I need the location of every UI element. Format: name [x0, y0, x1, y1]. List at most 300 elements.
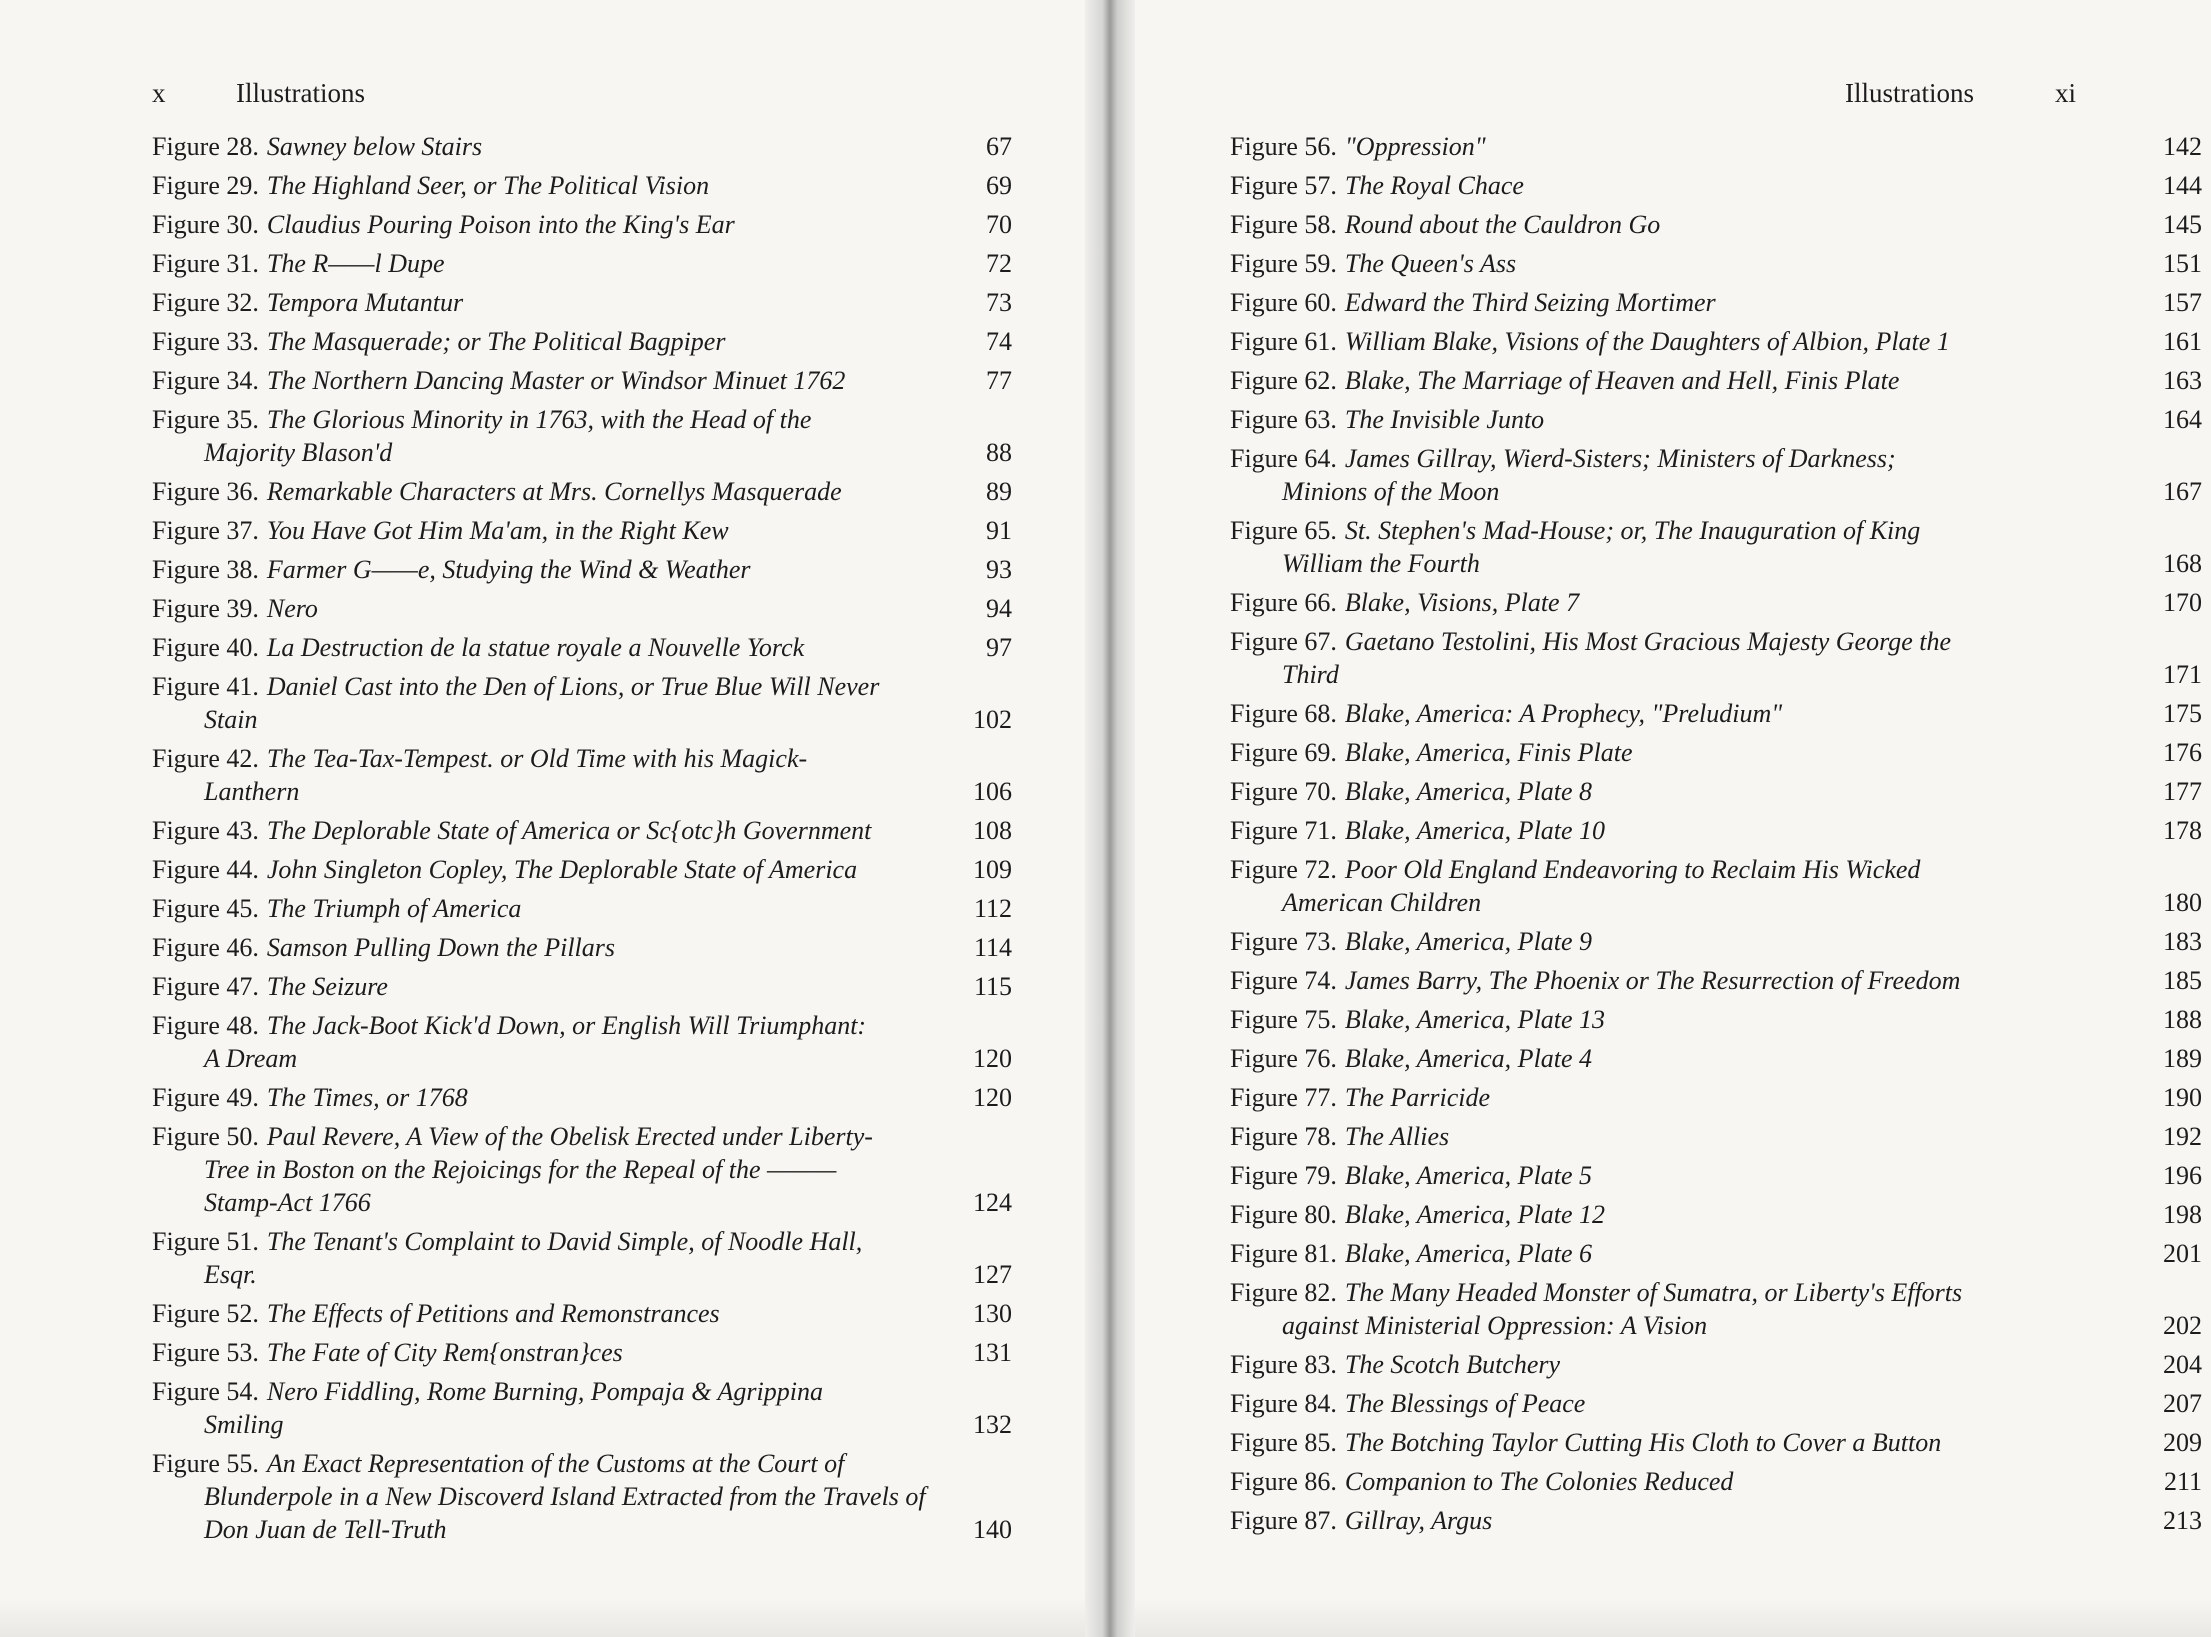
figure-entry [1230, 1003, 2202, 1036]
figure-entry [1230, 697, 2202, 730]
running-head-left: Illustrations [236, 78, 365, 108]
figure-title: Nero [266, 594, 318, 623]
right-page [1120, 0, 2211, 1637]
page-edge-shadow [0, 1597, 1100, 1637]
figure-label: Figure 55. [152, 1449, 259, 1478]
figure-label: Figure 33. [152, 327, 259, 356]
entry-line [1230, 169, 2202, 202]
entry-line [1230, 1309, 2202, 1342]
figure-label: Figure 83. [1230, 1350, 1337, 1379]
figure-label: Figure 46. [152, 933, 259, 962]
entry-line [1230, 1042, 2202, 1075]
figure-label: Figure 52. [152, 1299, 259, 1328]
figure-label: Figure 31. [152, 249, 259, 278]
entry-line [152, 853, 1012, 886]
figure-label: Figure 35. [152, 405, 259, 434]
entry-line [152, 1297, 1012, 1330]
figure-entry [152, 325, 1012, 358]
figure-entry [152, 892, 1012, 925]
figure-title: The Botching Taylor Cutting His Cloth to Cover a Button [1344, 1428, 1942, 1457]
figure-page-number: 93 [986, 555, 1012, 584]
entry-line [152, 814, 1012, 847]
figure-entry [1230, 514, 2202, 580]
page-number-left: x [152, 78, 166, 108]
figure-page-number: 192 [2163, 1122, 2202, 1151]
figure-entry [152, 970, 1012, 1003]
figure-page-number: 167 [2163, 477, 2202, 506]
figure-label: Figure 62. [1230, 366, 1337, 395]
entry-line [1230, 586, 2202, 619]
figure-entry [1230, 775, 2202, 808]
figure-title: Tree in Boston on the Rejoicings for the Repeal of the ——— [204, 1155, 837, 1184]
entry-line [1230, 1159, 2202, 1192]
figure-entry [1230, 130, 2202, 163]
figure-page-number: 161 [2163, 327, 2202, 356]
figure-entry [152, 475, 1012, 508]
entry-line [152, 364, 1012, 397]
figure-entry [1230, 1237, 2202, 1270]
figure-page-number: 132 [973, 1410, 1012, 1439]
entry-line [1230, 403, 2202, 436]
entry-line [1230, 325, 2202, 358]
figure-title: Companion to The Colonies Reduced [1344, 1467, 1734, 1496]
figure-title: The Jack-Boot Kick'd Down, or English Will Triumphant: [266, 1011, 867, 1040]
figure-entry [1230, 442, 2202, 508]
figure-label: Figure 85. [1230, 1428, 1337, 1457]
figure-label: Figure 34. [152, 366, 259, 395]
figure-label: Figure 48. [152, 1011, 259, 1040]
figure-entry [1230, 853, 2202, 919]
figure-entry [1230, 403, 2202, 436]
figure-page-number: 213 [2163, 1506, 2202, 1535]
figure-label: Figure 72. [1230, 855, 1337, 884]
figure-page-number: 73 [986, 288, 1012, 317]
entry-line [152, 1153, 1012, 1186]
figure-page-number: 91 [986, 516, 1012, 545]
figure-label: Figure 30. [152, 210, 259, 239]
figure-label: Figure 60. [1230, 288, 1337, 317]
figure-page-number: 109 [973, 855, 1012, 884]
figure-page-number: 180 [2163, 888, 2202, 917]
figure-entry [1230, 814, 2202, 847]
figure-title: James Gillray, Wierd-Sisters; Ministers of Darkness; [1344, 444, 1896, 473]
entry-line [152, 1225, 1012, 1258]
figure-page-number: 131 [973, 1338, 1012, 1367]
entry-line [152, 514, 1012, 547]
figure-page-number: 70 [986, 210, 1012, 239]
figure-entry [1230, 286, 2202, 319]
entry-line [152, 1258, 1012, 1291]
figure-entry [1230, 1426, 2202, 1459]
figure-title: Blake, America, Plate 10 [1344, 816, 1606, 845]
figure-label: Figure 44. [152, 855, 259, 884]
figure-entry [1230, 1348, 2202, 1381]
figure-page-number: 202 [2163, 1311, 2202, 1340]
figure-label: Figure 64. [1230, 444, 1337, 473]
figure-entry [1230, 1159, 2202, 1192]
figure-title: Round about the Cauldron Go [1344, 210, 1661, 239]
figure-page-number: 94 [986, 594, 1012, 623]
figure-page-number: 130 [973, 1299, 1012, 1328]
figure-entry [1230, 964, 2202, 997]
page-edge-shadow [1120, 1597, 2211, 1637]
figure-entry [1230, 1042, 2202, 1075]
entry-line [152, 475, 1012, 508]
figure-label: Figure 63. [1230, 405, 1337, 434]
figure-page-number: 170 [2163, 588, 2202, 617]
figure-page-number: 72 [986, 249, 1012, 278]
figure-label: Figure 67. [1230, 627, 1337, 656]
figure-entry [152, 1009, 1012, 1075]
figure-page-number: 120 [973, 1083, 1012, 1112]
figure-page-number: 145 [2163, 210, 2202, 239]
figure-entry [152, 931, 1012, 964]
figure-page-number: 183 [2163, 927, 2202, 956]
entry-line [152, 1375, 1012, 1408]
figure-label: Figure 40. [152, 633, 259, 662]
entry-line [152, 403, 1012, 436]
entry-line [1230, 130, 2202, 163]
figure-title: James Barry, The Phoenix or The Resurrection of Freedom [1344, 966, 1961, 995]
figure-title: The Many Headed Monster of Sumatra, or Liberty's Efforts [1344, 1278, 1963, 1307]
figure-title: Blake, America, Finis Plate [1344, 738, 1633, 767]
figure-title: John Singleton Copley, The Deplorable State of America [266, 855, 858, 884]
figure-entry [152, 286, 1012, 319]
figure-entry [1230, 1387, 2202, 1420]
entry-line [152, 703, 1012, 736]
figure-page-number: 74 [986, 327, 1012, 356]
entry-line [152, 436, 1012, 469]
figure-entry [152, 631, 1012, 664]
figure-label: Figure 42. [152, 744, 259, 773]
entry-line [1230, 814, 2202, 847]
figure-entry [152, 814, 1012, 847]
figure-label: Figure 36. [152, 477, 259, 506]
figure-label: Figure 82. [1230, 1278, 1337, 1307]
figure-title: Smiling [204, 1410, 284, 1439]
figure-label: Figure 77. [1230, 1083, 1337, 1112]
figure-entry [152, 1447, 1012, 1546]
figure-title: Esqr. [204, 1260, 257, 1289]
figure-title: Gillray, Argus [1344, 1506, 1493, 1535]
figure-page-number: 77 [986, 366, 1012, 395]
figure-title: Stamp-Act 1766 [204, 1188, 371, 1217]
figure-page-number: 124 [973, 1188, 1012, 1217]
figure-title: Blake, America, Plate 4 [1344, 1044, 1593, 1073]
figure-entry [1230, 208, 2202, 241]
entry-line [152, 592, 1012, 625]
entry-line [1230, 964, 2202, 997]
figure-title: The Seizure [266, 972, 388, 1001]
entry-line [152, 130, 1012, 163]
figure-label: Figure 73. [1230, 927, 1337, 956]
figure-page-number: 102 [973, 705, 1012, 734]
entry-line [152, 1480, 1012, 1513]
figure-label: Figure 81. [1230, 1239, 1337, 1268]
figure-label: Figure 74. [1230, 966, 1337, 995]
entry-line [152, 631, 1012, 664]
figure-label: Figure 59. [1230, 249, 1337, 278]
entry-line [1230, 658, 2202, 691]
figure-title: La Destruction de la statue royale a Nouvelle Yorck [266, 633, 805, 662]
entry-line [152, 286, 1012, 319]
figure-page-number: 112 [973, 894, 1012, 923]
figure-title: Blake, America, Plate 5 [1344, 1161, 1593, 1190]
figure-title: Sawney below Stairs [266, 132, 483, 161]
entry-line [152, 931, 1012, 964]
entry-line [152, 1186, 1012, 1219]
figure-title: Don Juan de Tell-Truth [204, 1515, 447, 1544]
figure-title: An Exact Representation of the Customs at the Court of [266, 1449, 845, 1478]
entry-line [1230, 1081, 2202, 1114]
entry-line [152, 208, 1012, 241]
figure-title: The Tenant's Complaint to David Simple, of Noodle Hall, [266, 1227, 863, 1256]
entry-line [1230, 697, 2202, 730]
figure-label: Figure 29. [152, 171, 259, 200]
entry-line [1230, 1504, 2202, 1537]
figure-entry [1230, 736, 2202, 769]
figure-entry [152, 130, 1012, 163]
left-page [0, 0, 1100, 1637]
figure-entry [1230, 1120, 2202, 1153]
figure-title: A Dream [204, 1044, 298, 1073]
figure-title: Lanthern [204, 777, 300, 806]
figure-title: Blake, America, Plate 6 [1344, 1239, 1593, 1268]
entry-line [1230, 1198, 2202, 1231]
figure-title: The Parricide [1344, 1083, 1491, 1112]
figure-entry [152, 853, 1012, 886]
entry-line [1230, 1120, 2202, 1153]
figure-title: Daniel Cast into the Den of Lions, or True Blue Will Never [266, 672, 880, 701]
figure-label: Figure 39. [152, 594, 259, 623]
figure-label: Figure 71. [1230, 816, 1337, 845]
figure-page-number: 190 [2163, 1083, 2202, 1112]
entry-line [1230, 514, 2202, 547]
figure-title: The Royal Chace [1344, 171, 1524, 200]
figure-label: Figure 43. [152, 816, 259, 845]
entry-line [152, 1081, 1012, 1114]
figure-label: Figure 86. [1230, 1467, 1337, 1496]
figure-title: The Scotch Butchery [1344, 1350, 1561, 1379]
figure-title: Blake, The Marriage of Heaven and Hell, Finis Plate [1344, 366, 1900, 395]
figure-label: Figure 50. [152, 1122, 259, 1151]
entry-line [152, 892, 1012, 925]
figure-entry [1230, 1504, 2202, 1537]
figure-title: Blake, Visions, Plate 7 [1344, 588, 1580, 617]
figure-entry [152, 1297, 1012, 1330]
entry-line [152, 742, 1012, 775]
entry-line [152, 1120, 1012, 1153]
figure-page-number: 120 [973, 1044, 1012, 1073]
figure-entry [152, 1120, 1012, 1219]
entry-line [1230, 364, 2202, 397]
figure-page-number: 157 [2163, 288, 2202, 317]
figure-entry [152, 1375, 1012, 1441]
figure-entry [1230, 247, 2202, 280]
figure-page-number: 164 [2163, 405, 2202, 434]
figure-page-number: 89 [986, 477, 1012, 506]
figure-page-number: 151 [2163, 249, 2202, 278]
entry-line [1230, 853, 2202, 886]
figure-label: Figure 68. [1230, 699, 1337, 728]
figure-title: Blunderpole in a New Discoverd Island Extracted from the Travels of [204, 1482, 926, 1511]
figure-label: Figure 38. [152, 555, 259, 584]
figure-entry [152, 169, 1012, 202]
entry-line [1230, 1426, 2202, 1459]
figure-entry [152, 1081, 1012, 1114]
figure-entry [152, 208, 1012, 241]
entry-line [1230, 247, 2202, 280]
figure-title: Minions of the Moon [1282, 477, 1500, 506]
entry-line [152, 1336, 1012, 1369]
figure-title: St. Stephen's Mad-House; or, The Inauguration of King [1344, 516, 1921, 545]
figure-entry [152, 403, 1012, 469]
figure-page-number: 175 [2163, 699, 2202, 728]
figure-title: The Fate of City Rem{onstran}ces [266, 1338, 623, 1367]
entry-line [152, 247, 1012, 280]
entry-line [1230, 475, 2202, 508]
figure-page-number: 196 [2163, 1161, 2202, 1190]
figure-title: The R——l Dupe [266, 249, 445, 278]
figure-entry [152, 1225, 1012, 1291]
figure-page-number: 188 [2163, 1005, 2202, 1034]
figure-entry [1230, 1198, 2202, 1231]
page-number-right: xi [2055, 78, 2077, 108]
figure-label: Figure 32. [152, 288, 259, 317]
figure-entry [1230, 586, 2202, 619]
figure-page-number: 67 [986, 132, 1012, 161]
figure-page-number: 178 [2163, 816, 2202, 845]
figure-title: The Effects of Petitions and Remonstrances [266, 1299, 720, 1328]
figure-page-number: 177 [2163, 777, 2202, 806]
figure-entry [152, 742, 1012, 808]
entry-line [1230, 925, 2202, 958]
entry-line [152, 1408, 1012, 1441]
figure-label: Figure 41. [152, 672, 259, 701]
figure-title: The Blessings of Peace [1344, 1389, 1586, 1418]
figure-page-number: 211 [2163, 1467, 2202, 1496]
figure-page-number: 114 [973, 933, 1012, 962]
entry-line [1230, 1237, 2202, 1270]
figure-list-left [152, 130, 1012, 1552]
entry-line [1230, 775, 2202, 808]
figure-title: The Northern Dancing Master or Windsor Minuet 1762 [266, 366, 846, 395]
entry-line [1230, 547, 2202, 580]
entry-line [1230, 1276, 2202, 1309]
figure-title: The Glorious Minority in 1763, with the Head of the [266, 405, 812, 434]
figure-title: Blake, America, Plate 9 [1344, 927, 1593, 956]
figure-label: Figure 65. [1230, 516, 1337, 545]
figure-title: The Invisible Junto [1344, 405, 1545, 434]
figure-title: Tempora Mutantur [266, 288, 464, 317]
figure-entry [1230, 325, 2202, 358]
entry-line [152, 670, 1012, 703]
figure-page-number: 201 [2163, 1239, 2202, 1268]
figure-page-number: 171 [2163, 660, 2202, 689]
figure-entry [1230, 169, 2202, 202]
figure-title: Remarkable Characters at Mrs. Cornellys Masquerade [266, 477, 842, 506]
figure-page-number: 207 [2163, 1389, 2202, 1418]
figure-label: Figure 76. [1230, 1044, 1337, 1073]
entry-line [152, 970, 1012, 1003]
figure-title: Blake, America, Plate 8 [1344, 777, 1593, 806]
figure-label: Figure 53. [152, 1338, 259, 1367]
figure-title: Nero Fiddling, Rome Burning, Pompaja & Agrippina [266, 1377, 823, 1406]
entry-line [1230, 1387, 2202, 1420]
figure-page-number: 189 [2163, 1044, 2202, 1073]
entry-line [1230, 1003, 2202, 1036]
entry-line [1230, 1465, 2202, 1498]
figure-label: Figure 49. [152, 1083, 259, 1112]
entry-line [152, 1042, 1012, 1075]
figure-label: Figure 78. [1230, 1122, 1337, 1151]
figure-label: Figure 61. [1230, 327, 1337, 356]
figure-page-number: 108 [973, 816, 1012, 845]
figure-entry [152, 670, 1012, 736]
figure-label: Figure 79. [1230, 1161, 1337, 1190]
figure-label: Figure 37. [152, 516, 259, 545]
figure-entry [1230, 364, 2202, 397]
entry-line [152, 553, 1012, 586]
entry-line [1230, 442, 2202, 475]
figure-label: Figure 57. [1230, 171, 1337, 200]
entry-line [152, 169, 1012, 202]
figure-page-number: 142 [2163, 132, 2202, 161]
figure-title: The Allies [1344, 1122, 1450, 1151]
figure-title: Farmer G——e, Studying the Wind & Weather [266, 555, 751, 584]
figure-label: Figure 47. [152, 972, 259, 1001]
figure-entry [1230, 1276, 2202, 1342]
figure-entry [152, 364, 1012, 397]
figure-title: The Highland Seer, or The Political Vision [266, 171, 710, 200]
figure-title: Edward the Third Seizing Mortimer [1344, 288, 1716, 317]
figure-page-number: 144 [2163, 171, 2202, 200]
figure-title: Gaetano Testolini, His Most Gracious Majesty George the [1344, 627, 1952, 656]
figure-title: Blake, America, Plate 13 [1344, 1005, 1606, 1034]
figure-title: Poor Old England Endeavoring to Reclaim His Wicked [1344, 855, 1921, 884]
figure-page-number: 106 [973, 777, 1012, 806]
figure-title: Claudius Pouring Poison into the King's Ear [266, 210, 735, 239]
figure-list-right [1230, 130, 2202, 1543]
figure-title: American Children [1282, 888, 1482, 917]
figure-entry [1230, 625, 2202, 691]
figure-title: The Queen's Ass [1344, 249, 1517, 278]
figure-entry [152, 247, 1012, 280]
entry-line [1230, 208, 2202, 241]
figure-entry [152, 1336, 1012, 1369]
figure-page-number: 185 [2163, 966, 2202, 995]
figure-page-number: 163 [2163, 366, 2202, 395]
figure-page-number: 209 [2163, 1428, 2202, 1457]
figure-title: The Triumph of America [266, 894, 522, 923]
entry-line [1230, 625, 2202, 658]
entry-line [152, 775, 1012, 808]
entry-line [1230, 1348, 2202, 1381]
figure-entry [1230, 1081, 2202, 1114]
figure-entry [152, 592, 1012, 625]
figure-label: Figure 51. [152, 1227, 259, 1256]
figure-title: Majority Blason'd [204, 438, 393, 467]
figure-page-number: 168 [2163, 549, 2202, 578]
entry-line [1230, 886, 2202, 919]
entry-line [152, 1009, 1012, 1042]
figure-label: Figure 58. [1230, 210, 1337, 239]
figure-label: Figure 80. [1230, 1200, 1337, 1229]
figure-page-number: 97 [986, 633, 1012, 662]
figure-page-number: 198 [2163, 1200, 2202, 1229]
figure-title: William the Fourth [1282, 549, 1480, 578]
figure-label: Figure 28. [152, 132, 259, 161]
